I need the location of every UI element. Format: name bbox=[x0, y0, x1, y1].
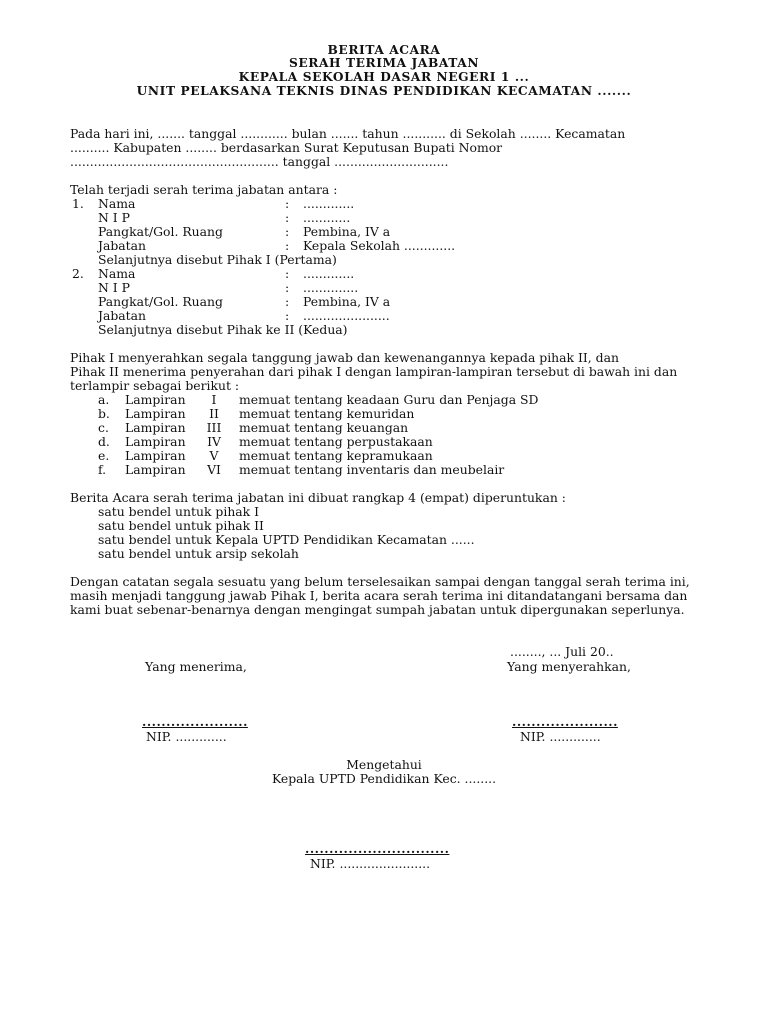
field-colon: : bbox=[285, 196, 290, 211]
opening-text-line: .......... Kabupaten ........ berdasarkan Surat Keputusan Bupati Nomor bbox=[70, 140, 503, 155]
copies-intro: Berita Acara serah terima jabatan ini dibuat rangkap 4 (empat) diperuntukan : bbox=[70, 490, 566, 505]
attachment-word: Lampiran bbox=[125, 406, 186, 421]
parties-intro: Telah terjadi serah terima jabatan antara : bbox=[70, 182, 338, 197]
receiver-nip: NIP. ............. bbox=[146, 729, 227, 744]
copy-item: satu bendel untuk pihak II bbox=[98, 518, 264, 533]
attachment-word: Lampiran bbox=[125, 392, 186, 407]
party-number: 2. bbox=[72, 266, 84, 281]
copy-item: satu bendel untuk Kepala UPTD Pendidikan Kecamatan ...... bbox=[98, 532, 475, 547]
field-label: Nama bbox=[98, 196, 136, 211]
document-title: BERITA ACARA bbox=[327, 43, 441, 57]
field-label: Pangkat/Gol. Ruang bbox=[98, 294, 223, 309]
attachment-roman: IV bbox=[207, 434, 221, 449]
field-value: ...................... bbox=[303, 308, 390, 323]
field-colon: : bbox=[285, 294, 290, 309]
copy-item: satu bendel untuk pihak I bbox=[98, 504, 260, 519]
witness-position: Kepala UPTD Pendidikan Kec. ........ bbox=[271, 771, 497, 786]
attachment-letter: e. bbox=[98, 448, 110, 463]
handover-text-line: terlampir sebagai berikut : bbox=[70, 378, 240, 393]
opening-text-line: ..................................................... tanggal ............................. bbox=[70, 154, 449, 169]
attachment-letter: a. bbox=[98, 392, 110, 407]
party-number: 1. bbox=[72, 196, 84, 211]
field-value: Pembina, IV a bbox=[303, 294, 391, 309]
closing-text-line: kami buat sebenar-benarnya dengan mengingat sumpah jabatan untuk dipergunakan seperlunya. bbox=[70, 602, 685, 617]
receiver-signature-line: ...................... bbox=[142, 714, 248, 729]
field-label: Pangkat/Gol. Ruang bbox=[98, 224, 223, 239]
attachment-desc: memuat tentang kemuridan bbox=[239, 406, 415, 421]
handover-text-line: Pihak I menyerahkan segala tanggung jawab dan kewenangannya kepada pihak II, dan bbox=[70, 350, 619, 365]
witness-nip: NIP. ....................... bbox=[310, 856, 431, 871]
attachment-desc: memuat tentang keadaan Guru dan Penjaga SD bbox=[239, 392, 539, 407]
field-label: N I P bbox=[98, 210, 130, 225]
opening-text-line: Pada hari ini, ....... tanggal ............ bulan ....... tahun ........... di Sekolah ........ Kecamatan bbox=[70, 126, 626, 141]
attachment-word: Lampiran bbox=[125, 420, 186, 435]
attachment-letter: f. bbox=[98, 462, 107, 477]
field-label: Jabatan bbox=[98, 308, 147, 323]
field-value: .............. bbox=[303, 280, 359, 295]
handover-text-line: Pihak II menerima penyerahan dari pihak I dengan lampiran-lampiran tersebut di bawah ini dan bbox=[70, 364, 678, 379]
party-note: Selanjutnya disebut Pihak I (Pertama) bbox=[98, 252, 337, 267]
attachment-desc: memuat tentang inventaris dan meubelair bbox=[239, 462, 505, 477]
closing-text-line: Dengan catatan segala sesuatu yang belum terselesaikan sampai dengan tanggal serah terima ini, bbox=[70, 574, 690, 589]
field-value: ............. bbox=[303, 266, 355, 281]
attachment-word: Lampiran bbox=[125, 462, 186, 477]
giver-title: Yang menyerahkan, bbox=[507, 659, 631, 674]
field-colon: : bbox=[285, 210, 290, 225]
attachment-roman: III bbox=[206, 420, 222, 435]
attachment-roman: I bbox=[211, 392, 217, 407]
copy-item: satu bendel untuk arsip sekolah bbox=[98, 546, 299, 561]
field-colon: : bbox=[285, 280, 290, 295]
field-colon: : bbox=[285, 266, 290, 281]
witness-signature-line: .............................. bbox=[305, 841, 450, 856]
attachment-desc: memuat tentang keuangan bbox=[239, 420, 409, 435]
receiver-title: Yang menerima, bbox=[145, 659, 247, 674]
field-colon: : bbox=[285, 238, 290, 253]
field-label: Jabatan bbox=[98, 238, 147, 253]
unit-heading: UNIT PELAKSANA TEKNIS DINAS PENDIDIKAN KECAMATAN ....... bbox=[136, 84, 632, 98]
field-value: Kepala Sekolah ............. bbox=[303, 238, 456, 253]
closing-text-line: masih menjadi tanggung jawab Pihak I, berita acara serah terima ini ditandatangani bersama dan bbox=[70, 588, 688, 603]
attachment-letter: c. bbox=[98, 420, 109, 435]
attachment-word: Lampiran bbox=[125, 448, 186, 463]
attachment-roman: II bbox=[209, 406, 219, 421]
field-colon: : bbox=[285, 308, 290, 323]
attachment-letter: d. bbox=[98, 434, 110, 449]
attachment-desc: memuat tentang perpustakaan bbox=[239, 434, 433, 449]
field-colon: : bbox=[285, 224, 290, 239]
signing-date: ........, ... Juli 20.. bbox=[510, 644, 614, 659]
attachment-roman: V bbox=[209, 448, 219, 463]
field-value: Pembina, IV a bbox=[303, 224, 391, 239]
field-value: ............. bbox=[303, 196, 355, 211]
giver-signature-line: ...................... bbox=[512, 714, 618, 729]
giver-nip: NIP. ............. bbox=[520, 729, 601, 744]
school-heading: KEPALA SEKOLAH DASAR NEGERI 1 ... bbox=[238, 70, 530, 84]
attachment-desc: memuat tentang kepramukaan bbox=[239, 448, 433, 463]
party-note: Selanjutnya disebut Pihak ke II (Kedua) bbox=[98, 322, 348, 337]
document-subtitle: SERAH TERIMA JABATAN bbox=[288, 56, 480, 70]
witness-title: Mengetahui bbox=[346, 757, 422, 772]
field-label: Nama bbox=[98, 266, 136, 281]
field-label: N I P bbox=[98, 280, 130, 295]
field-value: ............ bbox=[303, 210, 351, 225]
attachment-letter: b. bbox=[98, 406, 110, 421]
attachment-roman: VI bbox=[207, 462, 221, 477]
attachment-word: Lampiran bbox=[125, 434, 186, 449]
